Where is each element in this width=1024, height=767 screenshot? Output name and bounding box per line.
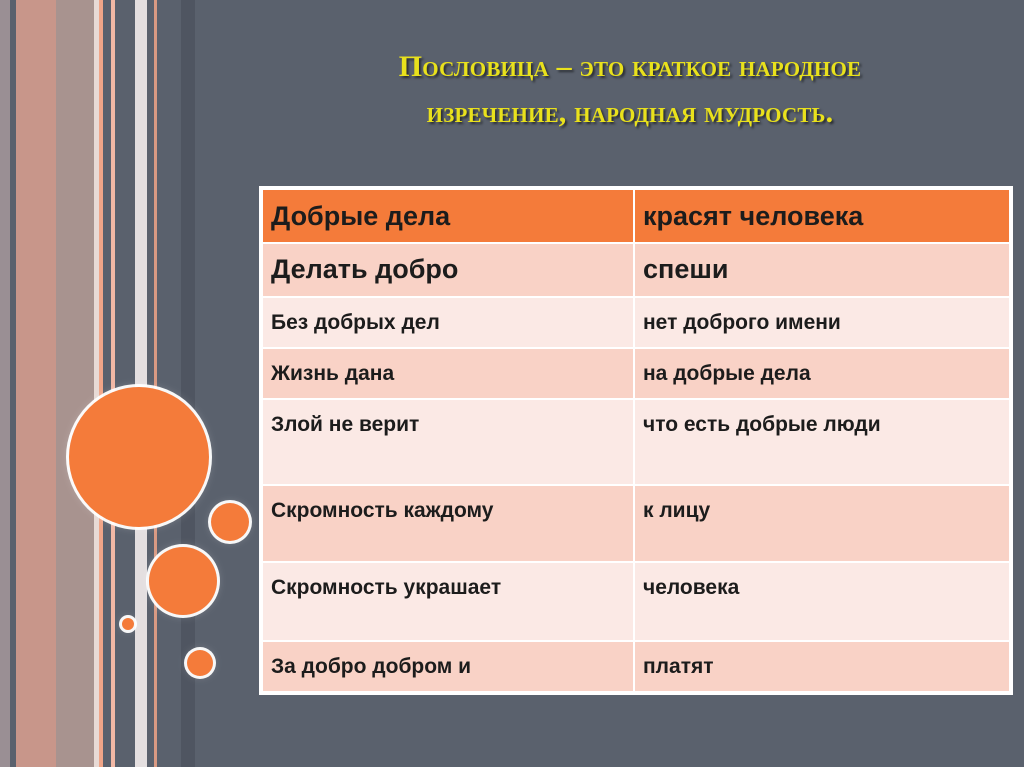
proverb-table bbox=[261, 188, 1011, 693]
table-cell: За добро добром и bbox=[262, 641, 634, 692]
table-cell: Жизнь дана bbox=[262, 348, 634, 399]
decorative-circle bbox=[187, 650, 213, 676]
table-row bbox=[262, 562, 1010, 641]
stripe bbox=[0, 0, 10, 767]
table-row bbox=[262, 399, 1010, 485]
slide-title bbox=[260, 44, 1000, 136]
table-cell: Делать добро bbox=[262, 243, 634, 297]
table-cell: к лицу bbox=[634, 485, 1010, 562]
table-cell: Без добрых дел bbox=[262, 297, 634, 348]
stripe bbox=[115, 0, 135, 767]
table-cell: Скромность украшает bbox=[262, 562, 634, 641]
stripe bbox=[16, 0, 56, 767]
table-row bbox=[262, 243, 1010, 297]
table-cell: Злой не верит bbox=[262, 399, 634, 485]
decorative-circle bbox=[122, 618, 134, 630]
table-row bbox=[262, 485, 1010, 562]
stripe bbox=[147, 0, 154, 767]
table-cell: спеши bbox=[634, 243, 1010, 297]
title-line-2: изречение, народная мудрость. bbox=[426, 96, 834, 129]
decorative-circle bbox=[211, 503, 249, 541]
table-cell: платят bbox=[634, 641, 1010, 692]
decorative-stripes bbox=[0, 0, 198, 767]
table-cell: на добрые дела bbox=[634, 348, 1010, 399]
table-header-row bbox=[262, 189, 1010, 243]
decorative-circle bbox=[149, 547, 217, 615]
table-cell: Скромность каждому bbox=[262, 485, 634, 562]
table-cell: нет доброго имени bbox=[634, 297, 1010, 348]
table-row bbox=[262, 348, 1010, 399]
decorative-circle bbox=[69, 387, 209, 527]
stripe bbox=[157, 0, 181, 767]
table-header-cell: красят человека bbox=[634, 189, 1010, 243]
stripe bbox=[103, 0, 111, 767]
table-header-cell: Добрые дела bbox=[262, 189, 634, 243]
stripe bbox=[135, 0, 147, 767]
title-line-1: Пословица – это краткое народное bbox=[398, 50, 862, 83]
table-row bbox=[262, 297, 1010, 348]
table-cell: что есть добрые люди bbox=[634, 399, 1010, 485]
table-cell: человека bbox=[634, 562, 1010, 641]
table-row bbox=[262, 641, 1010, 692]
stripe bbox=[56, 0, 94, 767]
